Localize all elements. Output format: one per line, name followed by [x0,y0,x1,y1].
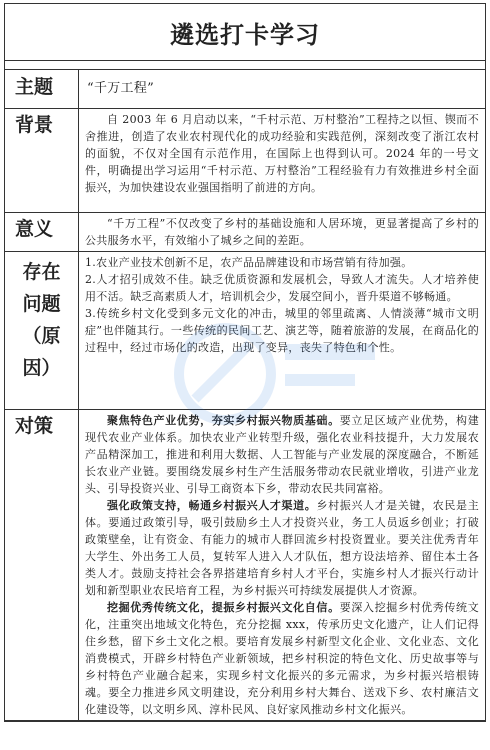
sheet-title: 遴选打卡学习 [5,4,485,61]
problem-item: 3.传统乡村文化受到多元文化的冲击，城里的邻里疏离、人情淡薄“城市文明症”也伴随其行。一些传统的民间工艺、演艺等，随着旅游的发展，在商品化的过程中，经过市场化的改造，出现了变异，丧失了特色和个性。 [85,307,479,354]
measure-paragraph [85,497,479,599]
problems-label-line: 问题 [22,293,61,315]
background-paragraph: 自 2003 年 6 月启动以来，“千村示范、万村整治”工程持之以恒、锲而不舍推进，创造了农业农村现代化的成功经验和实践范例，深刻改变了浙江农村的面貌，不仅对全国有示范作用，在国际上也得到认可。2024 年的一号文件，明确提出学习运用“千村示范、万村整治”工程经验有力有效推进乡村全面振兴，为加快建设农业强国指明了前进的方向。 [85,113,479,194]
significance-row [5,213,485,252]
problems-label-line: 因） [22,357,61,379]
measure-body: 乡村振兴人才是关键，农民是主体。要通过政策引导，吸引鼓励乡土人才投资兴业，务工人员返乡创业；打破政策壁垒，让有资金、有能力的城市人群回流乡村投资置业。要关注优秀青年大学生、外出务工人员，复转军人进入人才队伍，想方设法培养、留住本土各类人才。鼓励支持社会各界搭建培育乡村人才平台，实施乡村人才振兴行动计划和新型职业农民培育工程，为乡村振兴可持续发展提供人才资源。 [85,499,479,597]
theme-row [5,70,485,109]
theme-text: “千万工程” [87,81,155,96]
background-text [79,109,485,212]
measures-label: 对策 [5,410,79,720]
significance-text [79,213,485,251]
problem-item: 2.人才招引成效不佳。缺乏优质资源和发展机会，导致人才流失。人才培养使用不活。缺乏高素质人才，培训机会少，发展空间小，晋升渠道不够畅通。 [85,273,479,303]
background-row [5,109,485,213]
measure-lead: 强化政策支持，畅通乡村振兴人才渠道。 [107,499,317,512]
spacer-row [5,61,485,70]
theme-label: 主题 [5,70,79,108]
background-label: 背景 [5,109,79,212]
measure-paragraph [85,412,479,497]
problems-label-line: 存在 [22,261,61,283]
problems-text [79,252,485,409]
significance-label: 意义 [5,213,79,251]
problems-row [5,252,485,410]
study-sheet [4,3,486,722]
significance-paragraph: “千万工程”不仅改变了乡村的基础设施和人居环境，更显著提高了乡村的公共服务水平，有效缩小了城乡之间的差距。 [85,217,479,247]
problems-label [5,252,79,409]
measures-row [5,410,485,721]
measure-lead: 挖掘优秀传统文化，提振乡村振兴文化自信。 [107,601,340,614]
measures-text [79,410,485,720]
measure-paragraph [85,599,479,718]
problem-item: 1.农业产业技术创新不足，农产品品牌建设和市场营销有待加强。 [85,256,413,269]
measure-lead: 聚焦特色产业优势，夯实乡村振兴物质基础。 [107,414,340,427]
measure-body: 要立足区域产业优势，构建现代农业产业体系。加快农业产业转型升级，强化农业科技提升，大力发展农产品精深加工，推进和利用大数据、人工智能与产业发展的深度融合，不断延长农业产业链。要围绕发展乡村生产生活服务带动农民就业增收，引进产业龙头、引导投资兴业、引导工商资本下乡，带动农民共同富裕。 [85,414,479,495]
problems-label-line: （原 [22,325,61,347]
measure-body: 要深入挖掘乡村优秀传统文化，注重突出地域文化特色，充分挖掘 xxx，传承历史文化遗产，让人们记得住乡愁，留下乡土文化之根。要培育发展乡村新型文化企业、文化业态、文化消费模式，开辟乡村特色产业新领域，把乡村积淀的特色文化、历史故事等与乡村特色产业融合起来，实现乡村文化振兴的多元需求，为乡村振兴培根铸魂。要全力推进乡风文明建设，充分利用乡村大舞台、送戏下乡、农村廉洁文化建设等，以文明乡风、淳朴民风、良好家风推动乡村文化振兴。 [85,601,479,716]
